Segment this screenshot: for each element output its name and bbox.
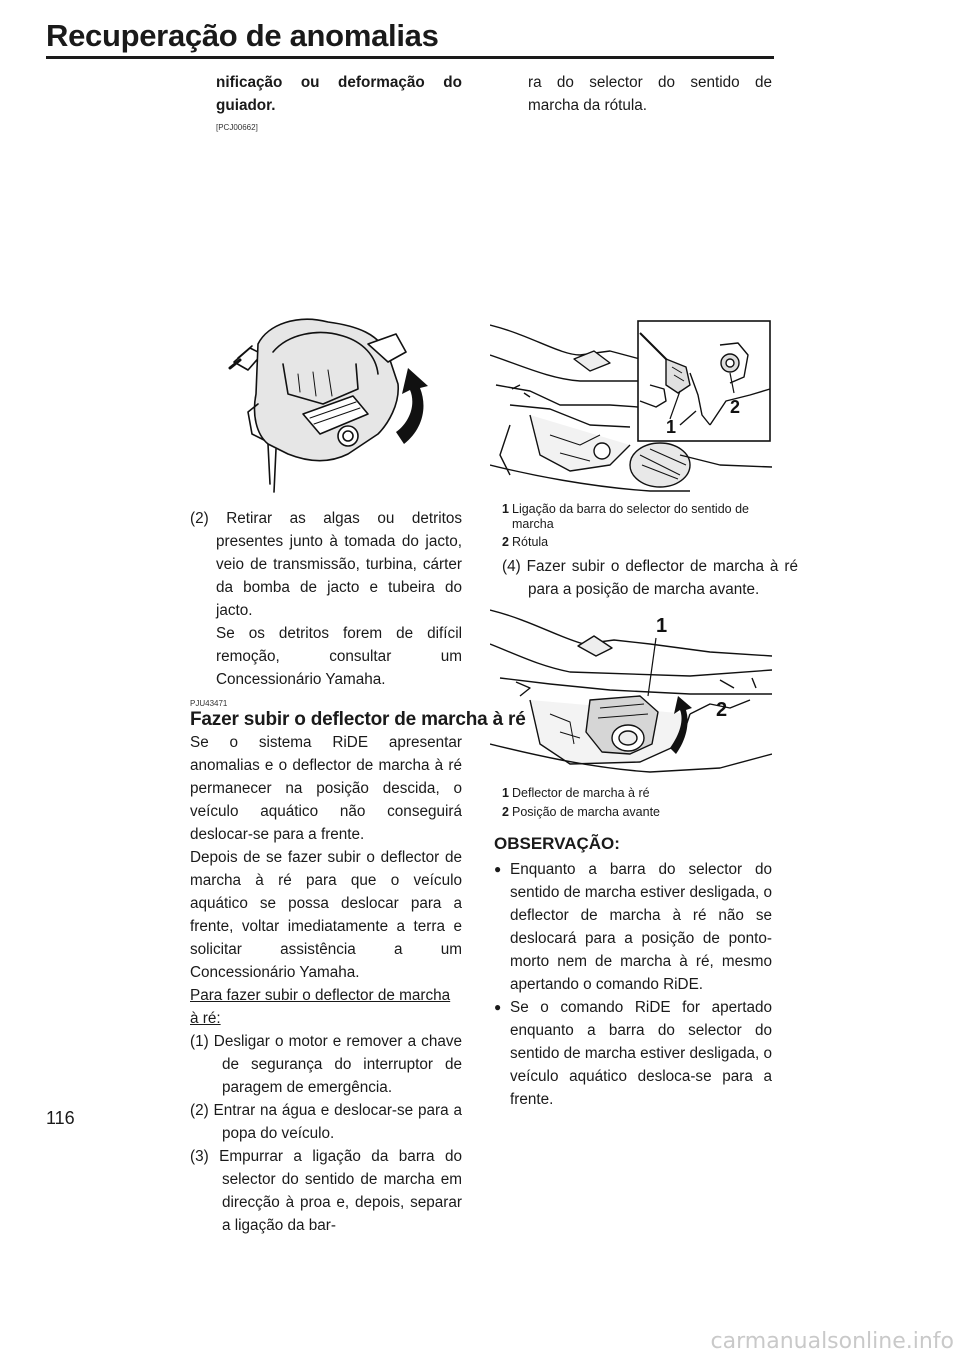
note-bullet xyxy=(494,858,772,996)
note-bullet-text: Se o comando RiDE for apertado enquanto a barra do selector do sentido de marcha estiver desligada, o veículo aquático desloca-se para a frente. xyxy=(510,999,772,1108)
caption-text: Rótula xyxy=(512,535,549,549)
caption-number: 1 xyxy=(502,502,509,516)
page-number: 116 xyxy=(46,1108,75,1128)
note-bullet-text: Enquanto a barra do selector do sentido de marcha estiver desligada, o deflector de marcha à ré não se deslocará para a posição de ponto-morto nem de marcha à ré, mesmo apertando o comando RiDE. xyxy=(510,861,772,993)
figure1-captions xyxy=(502,502,772,550)
step-2-note: Se os detritos forem de difícil remoção, consultar um Concessionário Yamaha. xyxy=(216,625,462,688)
figure-shift-rod-link xyxy=(490,315,772,495)
caption-number: 2 xyxy=(502,805,509,819)
figure1-label-1: 1 xyxy=(666,417,677,437)
page-title: Recuperação de anomalias xyxy=(46,18,439,53)
figure2-label-2: 2 xyxy=(716,699,728,721)
handlebar-illustration xyxy=(228,304,444,500)
section-code: PJU43471 xyxy=(190,699,228,708)
procedure-heading: Para fazer subir o deflector de marcha à ré: xyxy=(190,987,451,1027)
procedure-step-3: (3) Empurrar a ligação da barra do selector do sentido de marcha em direcção à proa e, depois, separar a ligação da bar- xyxy=(190,1148,462,1234)
procedure-step-1: (1) Desligar o motor e remover a chave de segurança do interruptor de paragem de emergência. xyxy=(190,1033,462,1096)
step-3-continuation: ra do selector do sentido de marcha da rótula. xyxy=(528,74,772,114)
caption-row xyxy=(502,786,772,801)
caption-row xyxy=(502,535,772,550)
note-bullets xyxy=(494,858,772,1111)
left-column-body xyxy=(190,507,526,1237)
caption-row xyxy=(502,805,772,820)
note-bullet xyxy=(494,996,772,1111)
bullet-dot: ● xyxy=(494,862,502,876)
section-paragraph-2: Depois de se fazer subir o deflector de marcha à ré para que o veículo aquático se possa deslocar para a frente, voltar imediatamente a terra e solicitar assistência a um Concessionário Yamaha. xyxy=(190,849,462,981)
caption-text: Deflector de marcha à ré xyxy=(512,786,650,800)
section-paragraph-1: Se o sistema RiDE apresentar anomalias e o deflector de marcha à ré permanecer na posição descida, o veículo aquático não conseguirá deslocar-se para a frente. xyxy=(190,734,462,843)
figure1-label-2: 2 xyxy=(730,397,741,417)
section-title: Fazer subir o deflector de marcha à ré xyxy=(190,709,526,730)
note-title: OBSERVAÇÃO: xyxy=(494,834,620,853)
bullet-dot: ● xyxy=(494,1000,502,1014)
caption-number: 1 xyxy=(502,786,509,800)
warning-code: [PCJ00662] xyxy=(216,123,258,132)
step-2-text: (2) Retirar as algas ou detritos presentes junto à tomada do jacto, veio de transmissão, turbina, cárter da bomba de jacto e tubeira do jacto. xyxy=(190,510,462,619)
figure2-label-1: 1 xyxy=(656,615,668,637)
procedure-step-2: (2) Entrar na água e deslocar-se para a popa do veículo. xyxy=(190,1102,462,1142)
warning-continuation: nificação ou deformação do guiador. xyxy=(216,74,462,114)
figure-reverse-gate xyxy=(490,604,772,776)
step-4-text: (4) Fazer subir o deflector de marcha à ré para a posição de marcha avante. xyxy=(502,558,798,598)
figure2-captions xyxy=(502,786,772,820)
caption-text: Ligação da barra do selector do sentido de marcha xyxy=(512,502,749,531)
watermark: carmanualsonline.info xyxy=(710,1329,954,1354)
caption-text: Posição de marcha avante xyxy=(512,805,661,819)
header-rule xyxy=(46,56,774,59)
left-column xyxy=(190,71,462,133)
caption-row xyxy=(502,502,772,532)
caption-number: 2 xyxy=(502,535,509,549)
